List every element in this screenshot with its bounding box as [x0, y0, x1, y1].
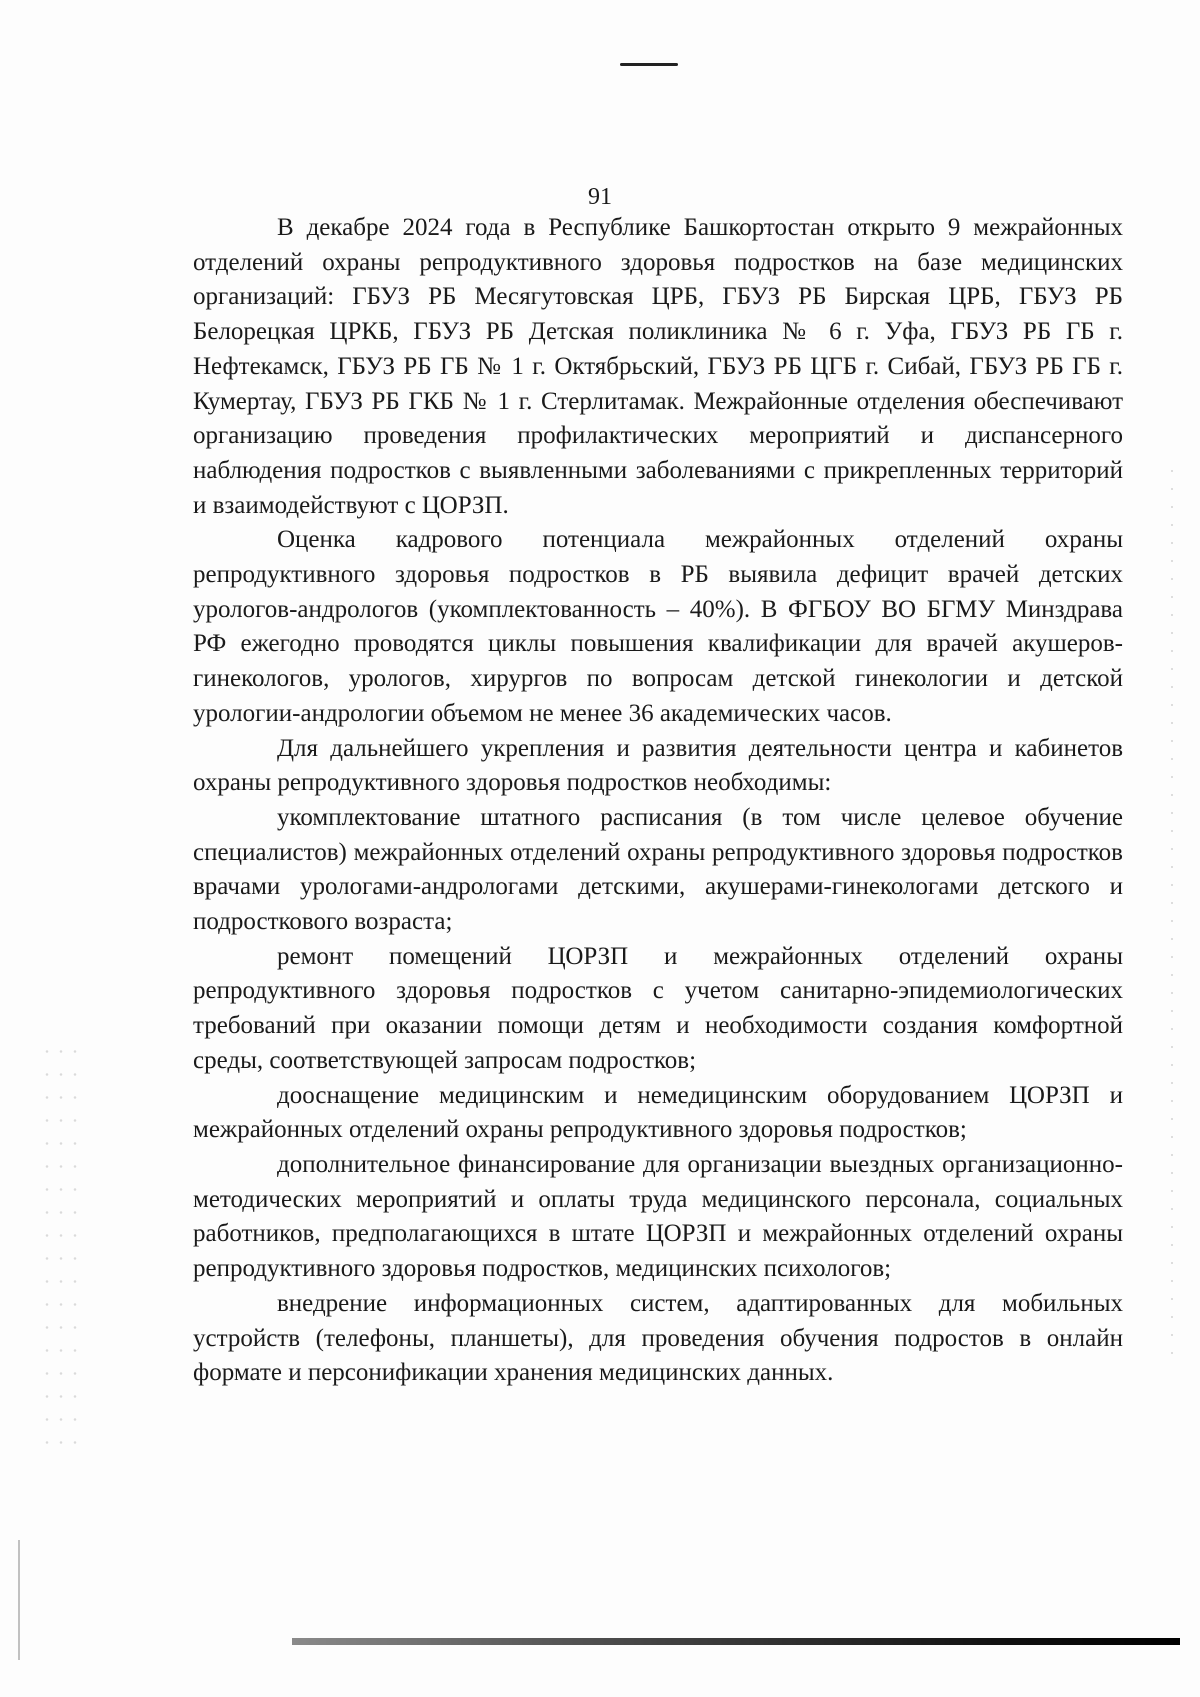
header-dash [620, 63, 678, 66]
scan-edge-noise [1171, 470, 1173, 1370]
list-item-staffing: укомплектование штатного расписания (в том числе целевое обучение специалистов) межрайонных отделений охраны репродуктивного здоровья подростков врачами урологами-андрологами детскими, акушерами-гинекологами детского и подросткового возраста; [193, 803, 1123, 936]
paragraph-staffing-assessment: Оценка кадрового потенциала межрайонных отделений охраны репродуктивного здоровья подростков в РБ выявила дефицит врачей детских урологов-андрологов (укомплектованность – 40%). В ФГБОУ ВО БГМУ Минздрава РФ ежегодно проводятся циклы повышения квалификации для врачей акушеров-гинекологов, урологов, хирургов по вопросам детской гинекологии и детской урологии-андрологии объемом не менее 36 академических часов. [193, 526, 1123, 727]
scan-margin-noise [40, 1040, 80, 1460]
list-item-information-systems: внедрение информационных систем, адаптированных для мобильных устройств (телефоны, планшеты), для проведения обучения подростов в онлайн формате и персонификации хранения медицинских данных. [193, 1289, 1123, 1387]
paragraph-interdistrict-departments: В декабре 2024 года в Республике Башкортостан открыто 9 межрайонных отделений охраны репродуктивного здоровья подростков на базе медицинских организаций: ГБУЗ РБ Месягутовская ЦРБ, ГБУЗ РБ Бирская ЦРБ, ГБУЗ РБ Белорецкая ЦРКБ, ГБУЗ РБ Детская поликлиника № 6 г. Уфа, ГБУЗ РБ ГБ г. Нефтекамск, ГБУЗ РБ ГБ № 1 г. Октябрьский, ГБУЗ РБ ЦГБ г. Сибай, ГБУЗ РБ ГБ г. Кумертау, ГБУЗ РБ ГКБ № 1 г. Стерлитамак. Межрайонные отделения обеспечивают организацию проведения профилактических мероприятий и диспансерного наблюдения подростков с выявленными заболеваниями с прикрепленных территорий и взаимодействуют с ЦОРЗП. [193, 214, 1123, 519]
list-item-equipment: дооснащение медицинским и немедицинским оборудованием ЦОРЗП и межрайонных отделений охраны репродуктивного здоровья подростков; [193, 1081, 1123, 1144]
page-number: 91 [588, 184, 612, 210]
paragraph-needs-intro: Для дальнейшего укрепления и развития деятельности центра и кабинетов охраны репродуктивного здоровья подростков необходимы: [193, 734, 1123, 797]
scan-left-line [18, 1540, 20, 1660]
list-item-funding: дополнительное финансирование для организации выездных организационно-методических мероприятий и оплаты труда медицинского персонала, социальных работников, предполагающихся в штате ЦОРЗП и межрайонных отделений охраны репродуктивного здоровья подростков, медицинских психологов; [193, 1150, 1123, 1283]
scan-bottom-line [292, 1638, 1180, 1645]
document-body [193, 211, 1123, 1391]
list-item-repair: ремонт помещений ЦОРЗП и межрайонных отделений охраны репродуктивного здоровья подростков с учетом санитарно-эпидемиологических требований при оказании помощи детям и необходимости создания комфортной среды, соответствующей запросам подростков; [193, 942, 1123, 1074]
